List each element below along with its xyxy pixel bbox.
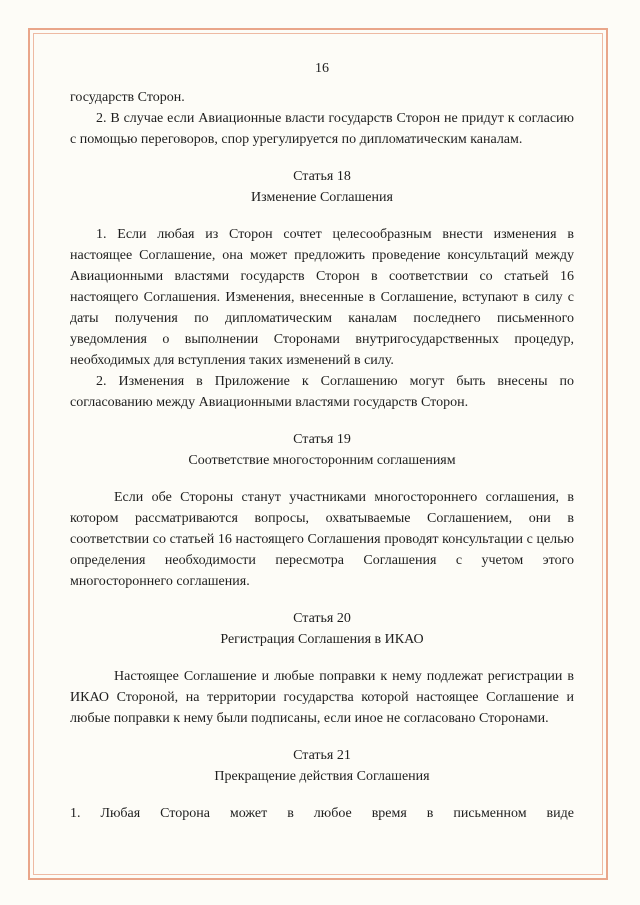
article-title: Прекращение действия Соглашения xyxy=(214,769,430,784)
paragraph: 1. Если любая из Сторон сочтет целесообразным внести изменения в настоящее Соглашение, она может предложить проведение консультаций между Авиационными властями государств Сторон в соответствии со статьей 16 настоящего Соглашения. Изменения, внесенные в Соглашение, вступают в силу с даты получения по дипломатическим каналам последнего письменного уведомления о выполнении Сторонами внутригосударственных процедур, необходимых для вступления таких изменений в силу. xyxy=(70,227,574,368)
document-body xyxy=(70,58,574,824)
article-title: Соответствие многосторонним соглашениям xyxy=(188,453,456,468)
paragraph: 2. Изменения в Приложение к Соглашению могут быть внесены по согласованию между Авиационными властями государств Сторон. xyxy=(70,374,574,410)
article-heading: Статья 18 xyxy=(293,169,351,184)
article-heading: Статья 20 xyxy=(293,611,351,626)
article-heading: Статья 21 xyxy=(293,748,351,763)
paragraph: Если обе Стороны станут участниками многостороннего соглашения, в котором рассматриваются вопросы, охватываемые Соглашением, они в соответствии со статьей 16 настоящего Соглашения проводят консультации с целью определения необходимости пересмотра Соглашения с учетом этого многостороннего соглашения. xyxy=(70,490,574,589)
paragraph: 2. В случае если Авиационные власти государств Сторон не придут к согласию с помощью переговоров, спор урегулируется по дипломатическим каналам. xyxy=(70,111,574,147)
paragraph: 1. Любая Сторона может в любое время в письменном виде xyxy=(70,806,574,821)
continuation-line: государств Сторон. xyxy=(70,90,185,105)
article-title: Регистрация Соглашения в ИКАО xyxy=(220,632,424,647)
page-number: 16 xyxy=(315,61,329,76)
paragraph: Настоящее Соглашение и любые поправки к нему подлежат регистрации в ИКАО Стороной, на территории государства которой настоящее Соглашение и любые поправки к нему были подписаны, если иное не согласовано Сторонами. xyxy=(70,669,574,726)
article-title: Изменение Соглашения xyxy=(251,190,393,205)
article-heading: Статья 19 xyxy=(293,432,351,447)
